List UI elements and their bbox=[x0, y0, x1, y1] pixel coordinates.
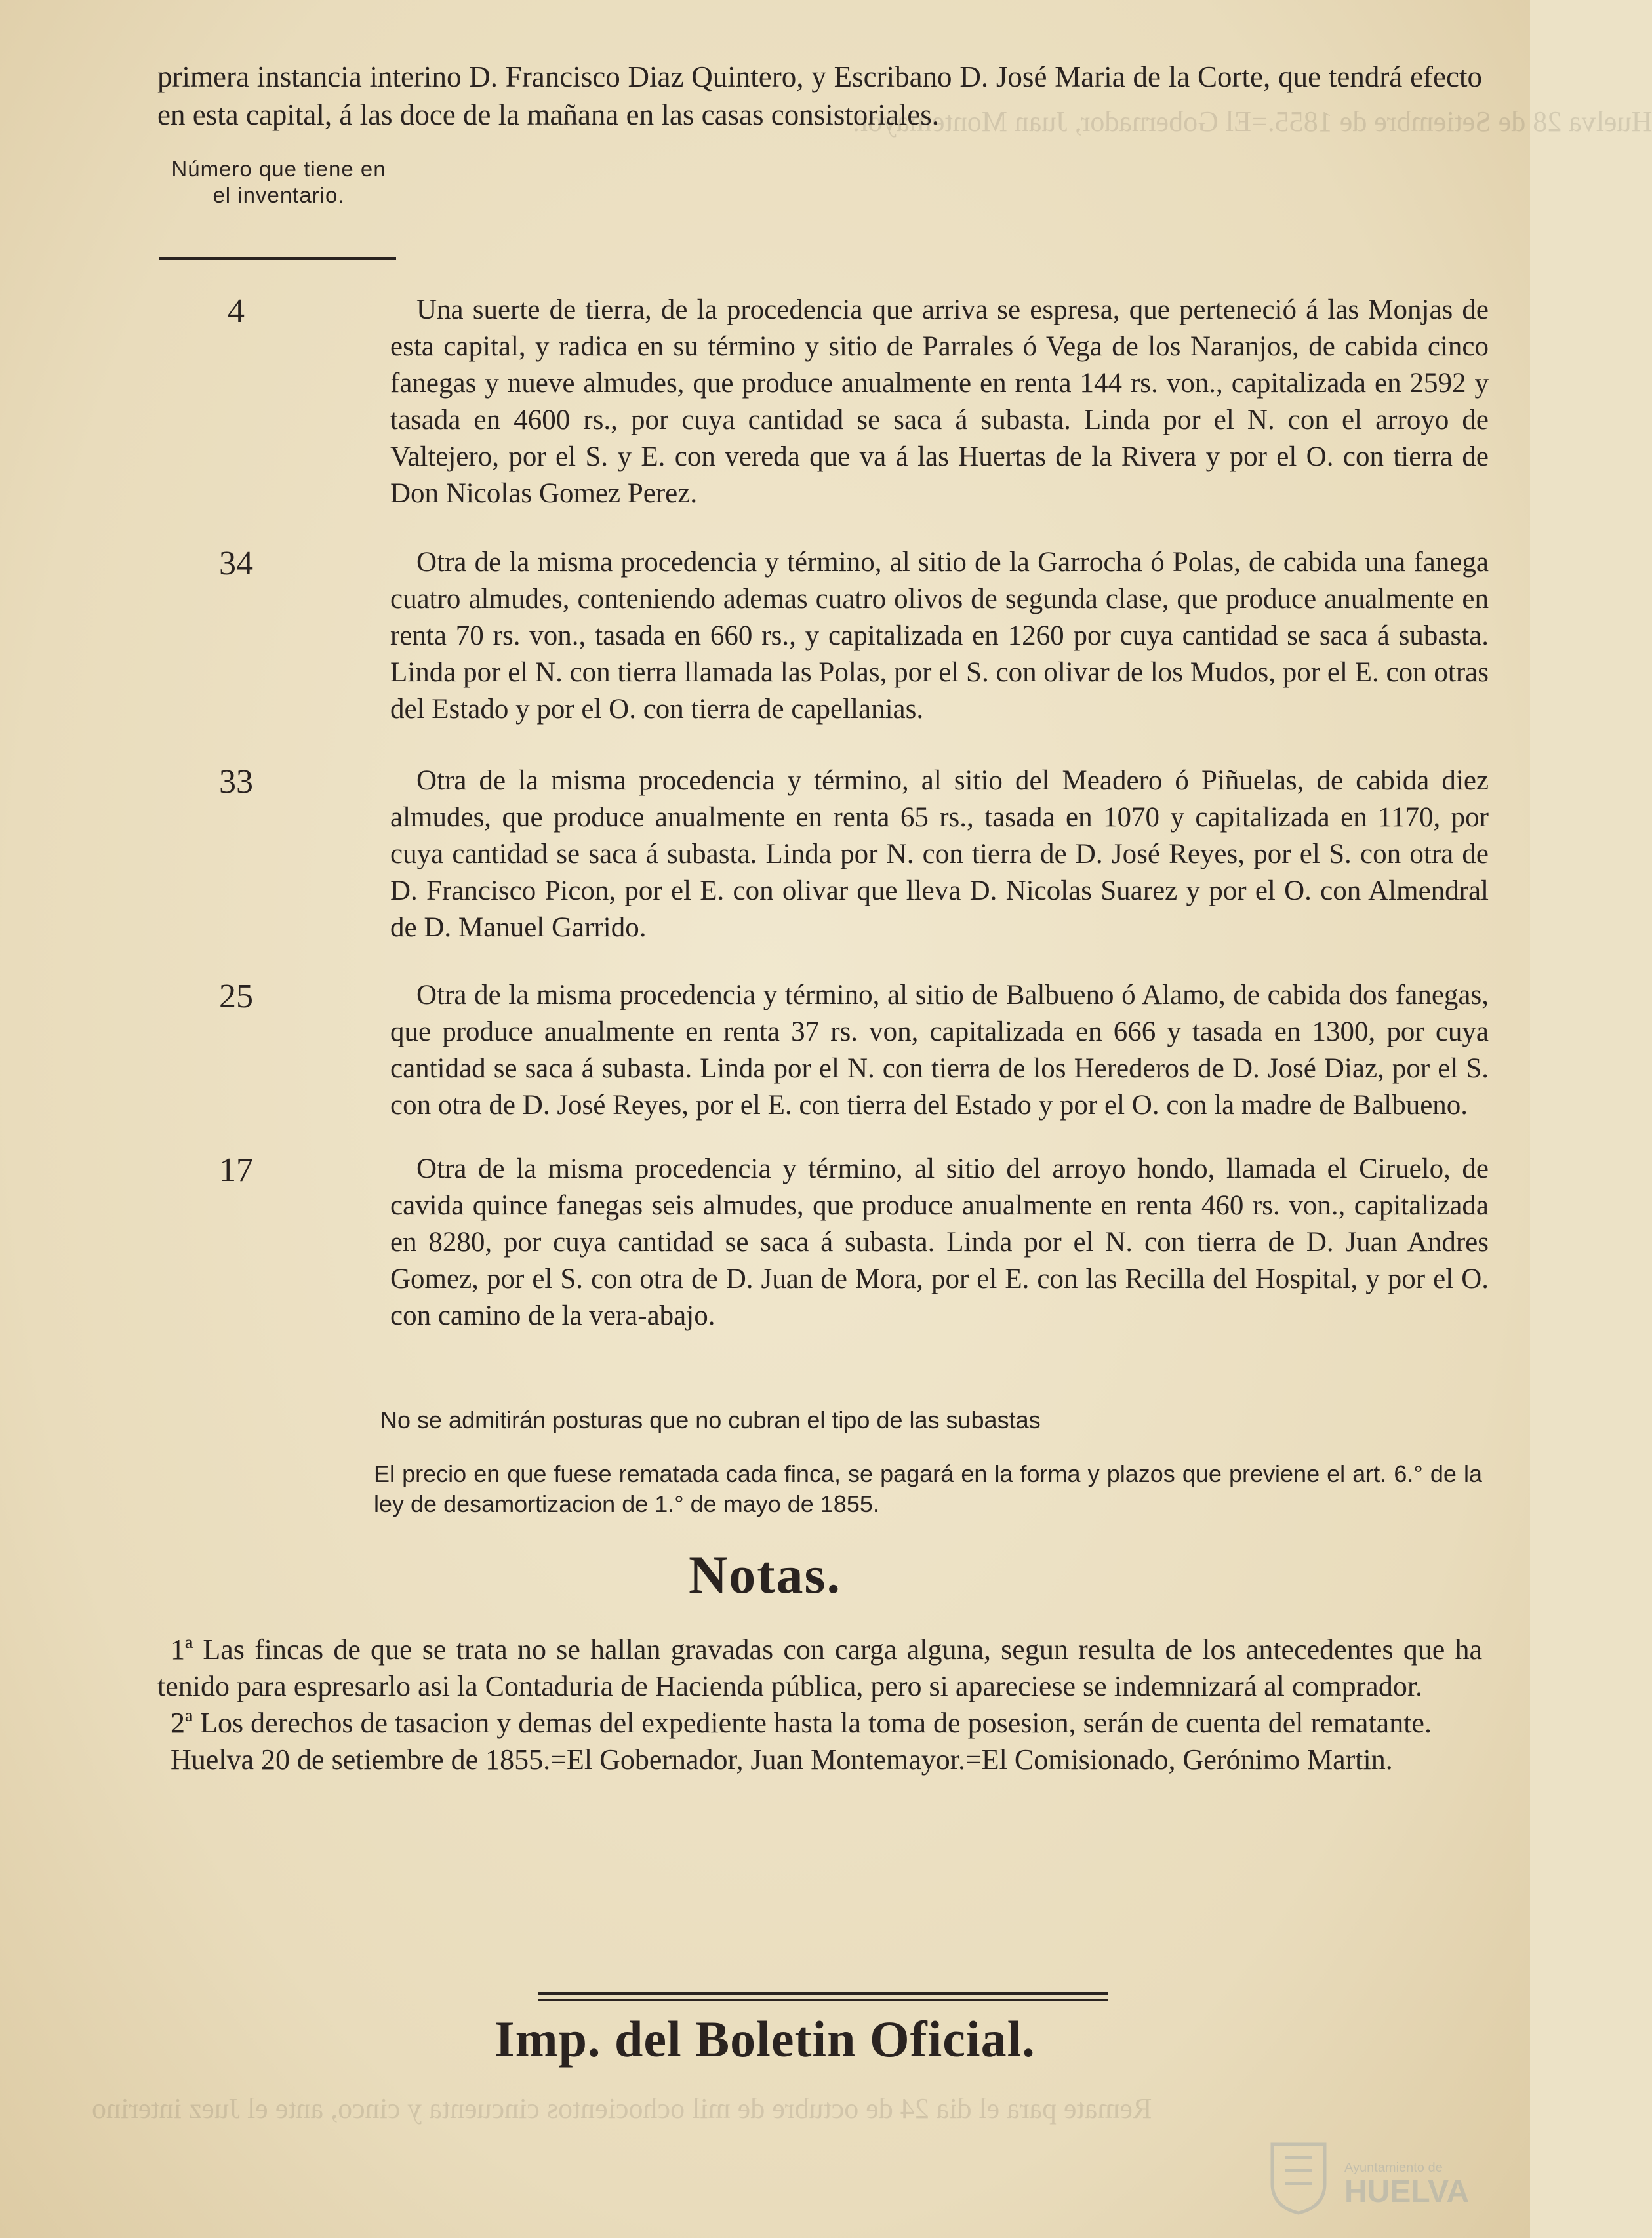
property-description: Otra de la misma procedencia y término, al sitio del arroyo hondo, llamada el Ciruelo, de cavida quince fanegas seis almudes, que produce anualmente en renta 460 rs. von., capitalizada en 8280, por cuya cantidad se saca á subasta. Linda por el N. con tierra de D. Juan Andres Gomez, por el S. con otra de D. Juan de Mora, por el E. con las Recilla del Hospital, y por el O. con camino de la vera-abajo. bbox=[390, 1153, 1489, 1331]
watermark-small-text: Ayuntamiento de bbox=[1344, 2161, 1443, 2175]
property-description: Otra de la misma procedencia y término, al sitio del Meadero ó Piñuelas, de cabida diez almudes, que produce anualmente en renta 65 rs., tasada en 1070 y capitalizada en 1170, por cuya cantidad se saca á subasta. Linda por N. con tierra de D. José Reyes, por el S. con otra de D. Francisco Picon, por el E. con olivar que lleva D. Nicolas Suarez y por el O. con Almendral de D. Manuel Garrido. bbox=[390, 765, 1489, 943]
crest-icon bbox=[1266, 2138, 1331, 2216]
bleed-through-text: Remate para el dia 24 de octubre de mil ochocientos cincuenta y cinco, ante el Juez interino bbox=[92, 2092, 1152, 2125]
property-item bbox=[157, 763, 1489, 946]
watermark-big-text: HUELVA bbox=[1344, 2174, 1470, 2209]
note-1: 1ª Las fincas de que se trata no se hallan gravadas con carga alguna, segun resulta de los antecedentes que ha tenido para espresarlo asi la Contaduria de Hacienda pública, pero si apareciese se indemnizará al comprador. bbox=[157, 1633, 1482, 1702]
payment-condition: El precio en que fuese rematada cada finca, se pagará en la forma y plazos que previene el art. 6.° de la ley de desamortizacion de 1.° de mayo de 1855. bbox=[374, 1460, 1482, 1517]
imprint: Imp. del Boletin Oficial. bbox=[494, 2010, 1036, 2068]
auction-condition: No se admitirán posturas que no cubran el tipo de las subastas bbox=[380, 1407, 1041, 1433]
property-description: Otra de la misma procedencia y término, al sitio de Balbueno ó Alamo, de cabida dos fanegas, que produce anualmente en renta 37 rs. von, capitalizada en 666 y tasada en 1300, por cuya cantidad se saca á subasta. Linda por el N. con tierra de los Herederos de D. José Diaz, por el S. con otra de D. José Reyes, por el E. con tierra del Estado y por el O. con la madre de Balbueno. bbox=[390, 980, 1489, 1121]
property-description: Otra de la misma procedencia y término, al sitio de la Garrocha ó Polas, de cabida una fanega cuatro almudes, conteniendo ademas cuatro olivos de segunda clase, que produce anualmente en renta 70 rs. von., tasada en 660 rs., y capitalizada en 1260 por cuya cantidad se saca á subasta. Linda por el N. con tierra llamada las Polas, por el S. con olivar de los Mudos, por el E. con otras del Estado y por el O. con tierra de capellanias. bbox=[390, 547, 1489, 725]
property-item bbox=[157, 544, 1489, 728]
notes-title: Notas. bbox=[689, 1545, 841, 1605]
inventory-number: 17 bbox=[219, 1151, 253, 1189]
signature-line: Huelva 20 de setiembre de 1855.=El Gobernador, Juan Montemayor.=El Comisionado, Gerónimo Martin. bbox=[171, 1744, 1393, 1776]
property-item bbox=[157, 1151, 1489, 1334]
inventory-number: 25 bbox=[219, 978, 253, 1015]
bleed-through-text: Huelva 28 de Setiembre de 1855.=El Gobernador, Juan Montemayor. bbox=[853, 106, 1652, 138]
inventory-number: 4 bbox=[228, 292, 245, 330]
note-2: 2ª Los derechos de tasacion y demas del expediente hasta la toma de posesion, serán de cuenta del rematante. bbox=[171, 1707, 1432, 1739]
intro-paragraph: primera instancia interino D. Francisco Diaz Quintero, y Escribano D. José Maria de la Corte, que tendrá efecto en esta capital, á las doce de la mañana en las casas consistoriales. bbox=[157, 60, 1482, 131]
property-item bbox=[157, 977, 1489, 1124]
property-item bbox=[157, 292, 1489, 512]
notes-section bbox=[157, 1631, 1482, 1778]
property-description: Una suerte de tierra, de la procedencia que arriva se espresa, que perteneció á las Monjas de esta capital, y radica en su término y sitio de Parrales ó Vega de los Naranjos, de cabida cinco fanegas y nueve almudes, que produce anualmente en renta 144 rs. von., capitalizada en 2592 y tasada en 4600 rs., por cuya cantidad se saca á subasta. Linda por el N. con el arroyo de Valtejero, por el S. y E. con vereda que va á las Huertas de la Rivera y por el O. con tierra de Don Nicolas Gomez Perez. bbox=[390, 294, 1489, 509]
inventory-number: 34 bbox=[219, 545, 253, 582]
archive-watermark bbox=[1266, 2134, 1489, 2226]
header-rule bbox=[159, 257, 396, 260]
imprint-rule bbox=[538, 1992, 1108, 2005]
inventory-number-header: Número que tiene en el inventario. bbox=[171, 157, 386, 207]
inventory-number: 33 bbox=[219, 763, 253, 801]
